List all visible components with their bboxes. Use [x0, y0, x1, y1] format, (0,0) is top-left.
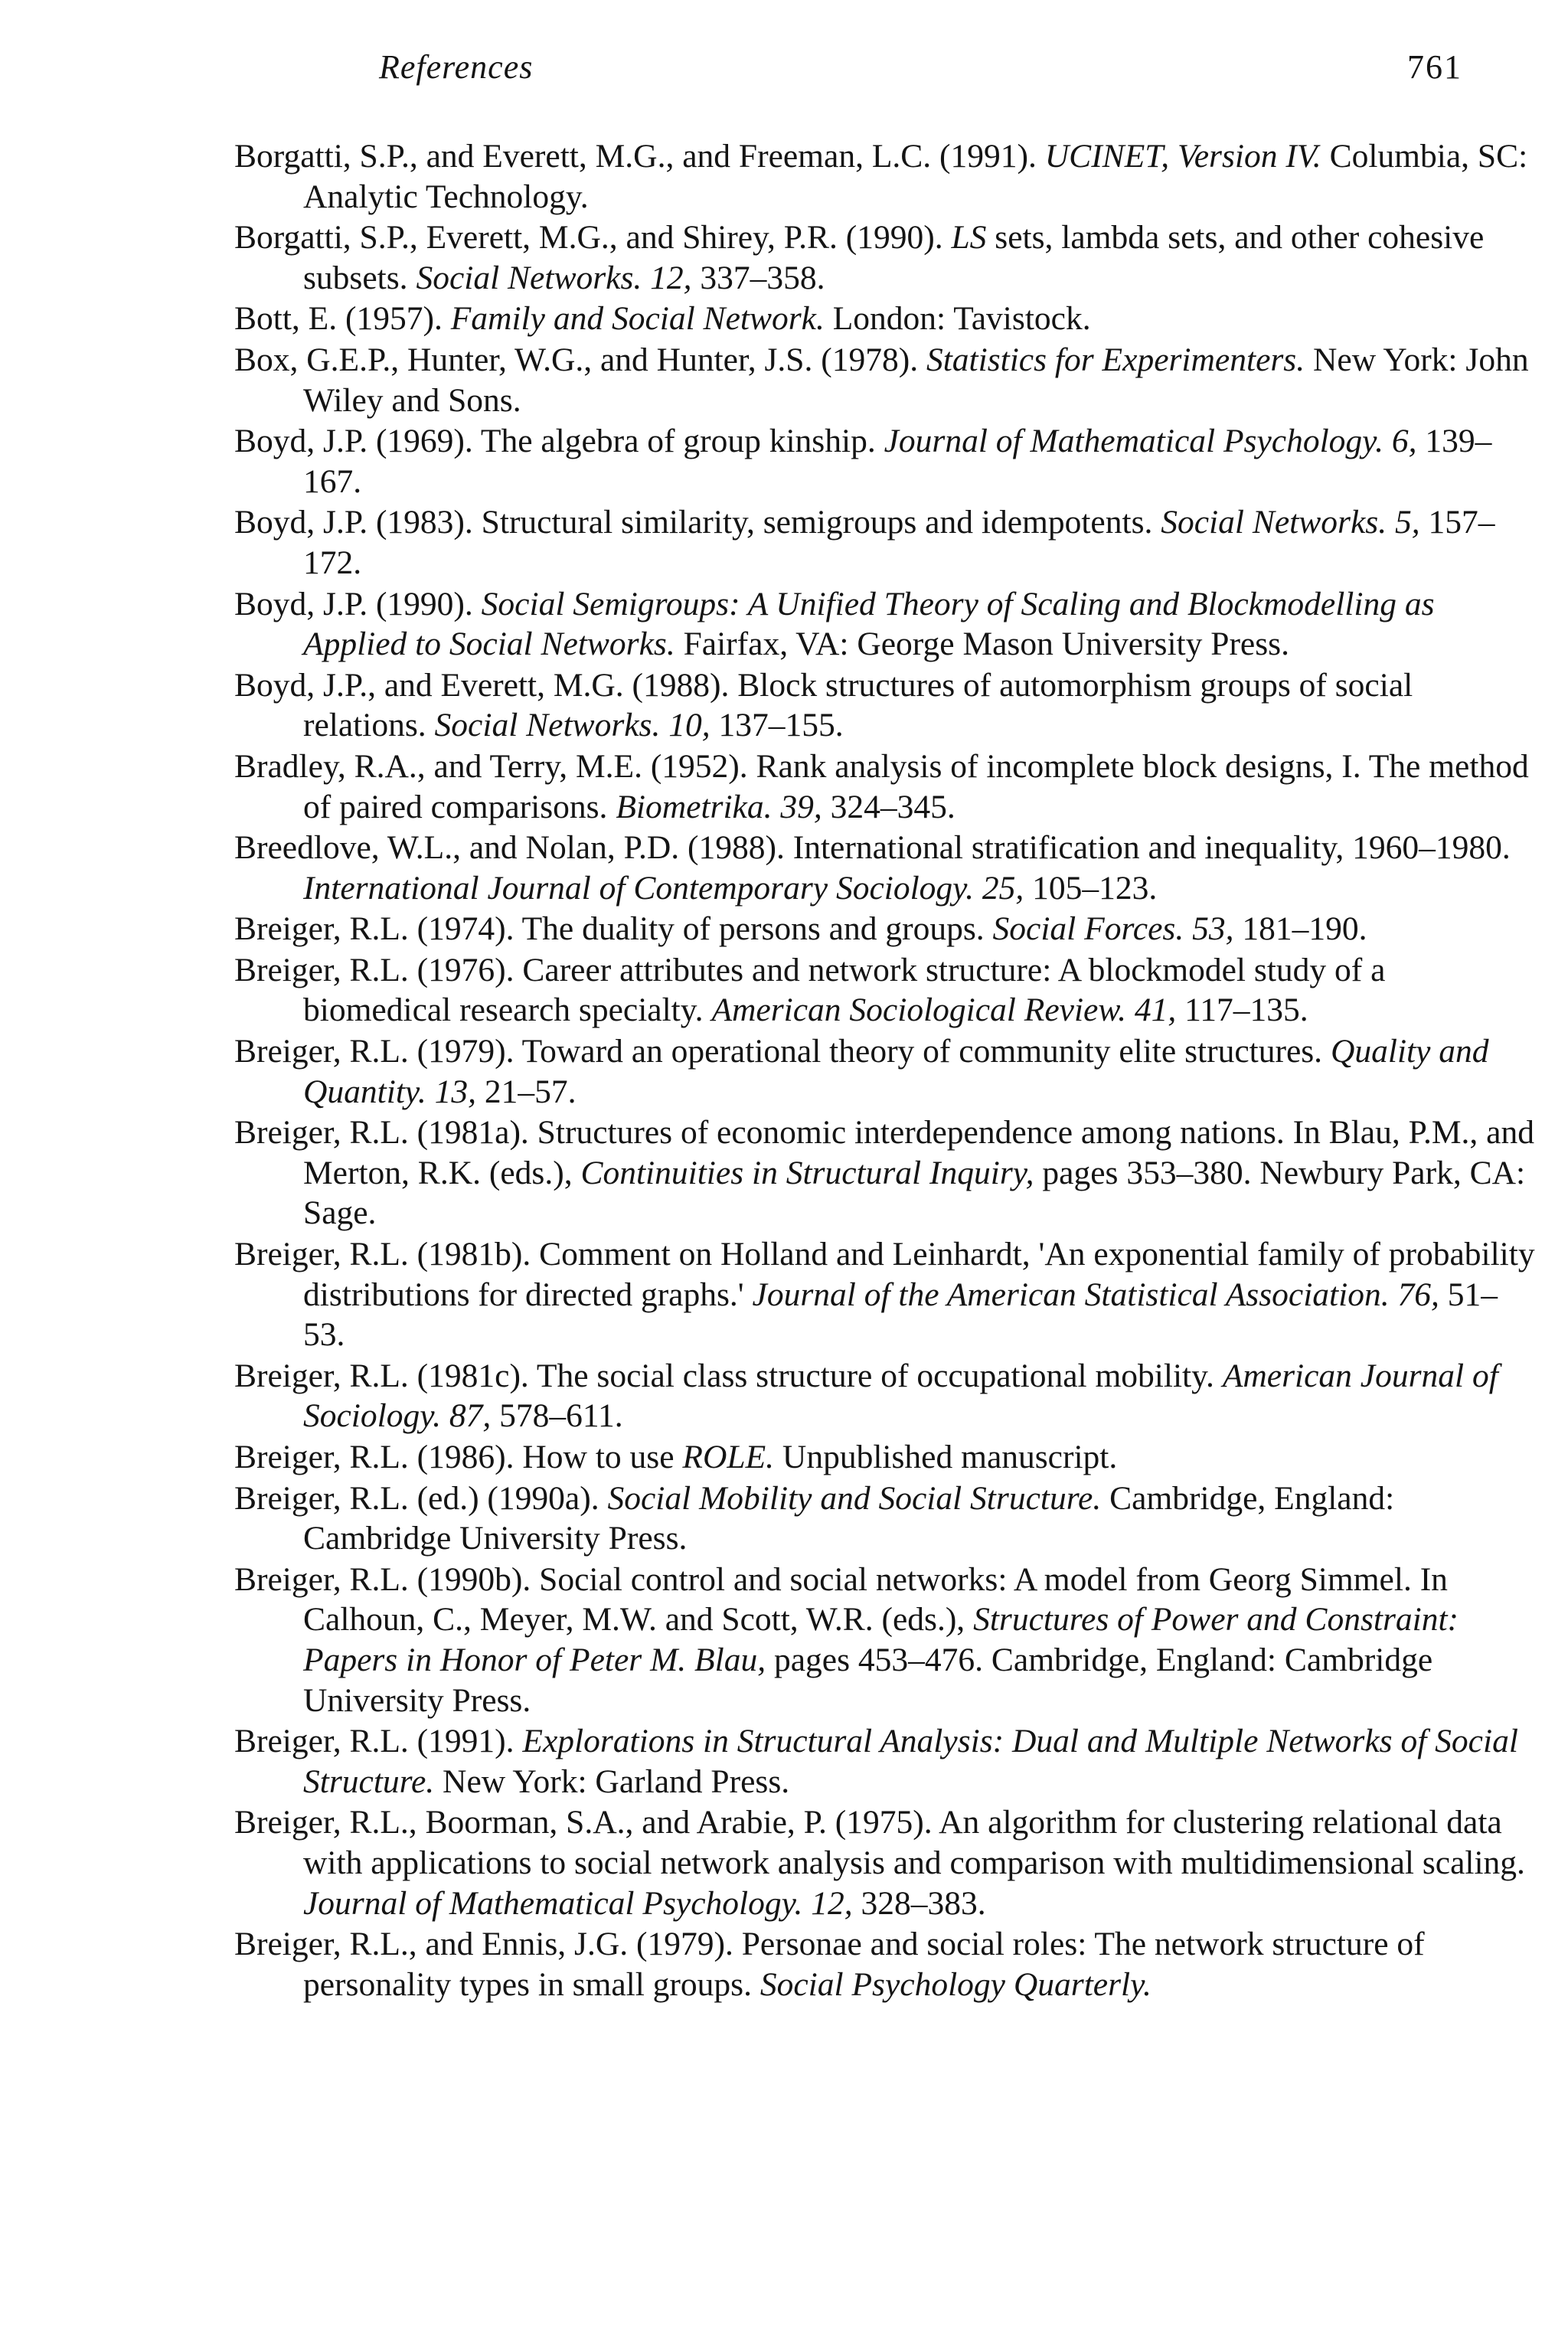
reference-text: Boyd, J.P. (1990).: [234, 585, 482, 622]
reference-entry: [234, 299, 1536, 339]
reference-entry: [234, 1478, 1536, 1559]
reference-title-italic: Explorations in Structural Analysis: Dual and Multiple Networks of Social Structure.: [303, 1723, 1518, 1800]
reference-entry: [234, 1721, 1536, 1802]
reference-text: Fairfax, VA: George Mason University Press.: [675, 626, 1289, 663]
reference-text: Breiger, R.L. (1991).: [234, 1723, 523, 1760]
reference-text: Breiger, R.L. (1981b). Comment on Holland and Leinhardt, 'An exponential family of probability distributions for directed graphs.': [234, 1236, 1535, 1313]
reference-title-italic: LS: [951, 219, 987, 256]
reference-text: Breiger, R.L. (1986). How to use: [234, 1439, 683, 1475]
reference-text: 105–123.: [1024, 869, 1158, 907]
reference-entry: [234, 1112, 1536, 1233]
reference-text: Breiger, R.L. (1981c). The social class structure of occupational mobility.: [234, 1357, 1223, 1394]
reference-entry: [234, 1924, 1536, 2004]
reference-title-italic: Journal of Mathematical Psychology. 12,: [303, 1884, 853, 1922]
reference-text: 139–167.: [303, 423, 1492, 500]
reference-text: Cambridge, England: Cambridge University Press.: [303, 1479, 1395, 1557]
reference-title-italic: Social Networks. 12,: [416, 259, 692, 296]
reference-title-italic: Family and Social Network.: [450, 300, 825, 338]
reference-text: Boyd, J.P. (1983). Structural similarity, semigroups and idempotents.: [234, 504, 1161, 541]
reference-entry: [234, 665, 1536, 746]
reference-text: Columbia, SC: Analytic Technology.: [303, 138, 1528, 215]
reference-list: [234, 136, 1536, 2004]
reference-text: 137–155.: [710, 707, 844, 744]
reference-text: Breiger, R.L. (1976). Career attributes and network structure: A blockmodel study of a biomedical research specialty.: [234, 951, 1386, 1029]
running-head: References: [379, 48, 534, 86]
reference-text: Borgatti, S.P., and Everett, M.G., and Freeman, L.C. (1991).: [234, 138, 1045, 175]
reference-entry: [234, 1560, 1536, 1720]
reference-title-italic: Structures of Power and Constraint: Papers in Honor of Peter M. Blau,: [303, 1601, 1459, 1678]
reference-entry: [234, 1356, 1536, 1436]
reference-entry: [234, 1437, 1536, 1478]
reference-text: 21–57.: [475, 1073, 577, 1110]
reference-entry: [234, 136, 1536, 217]
reference-text: Bott, E. (1957).: [234, 300, 451, 338]
reference-text: Breiger, R.L. (1981a). Structures of economic interdependence among nations. In Blau, P.M., and Merton, R.K. (eds.),: [234, 1114, 1534, 1191]
reference-text: 157–172.: [303, 504, 1495, 581]
reference-text: Breiger, R.L., Boorman, S.A., and Arabie, P. (1975). An algorithm for clustering relational data with applications to social network analysis and comparison with multidimensional scaling.: [234, 1804, 1525, 1881]
reference-text: Breiger, R.L., and Ennis, J.G. (1979). Personae and social roles: The network structure of personality types in small groups.: [234, 1926, 1425, 2003]
reference-text: Breedlove, W.L., and Nolan, P.D. (1988). International stratification and inequality, 1960–1980.: [234, 829, 1511, 867]
reference-title-italic: Social Networks. 10,: [434, 707, 710, 744]
reference-text: 337–358.: [691, 259, 825, 296]
reference-entry: [234, 584, 1536, 665]
reference-text: Box, G.E.P., Hunter, W.G., and Hunter, J.S. (1978).: [234, 341, 926, 378]
reference-title-italic: Journal of Mathematical Psychology. 6,: [884, 423, 1417, 460]
reference-entry: [234, 1234, 1536, 1355]
reference-title-italic: UCINET, Version IV.: [1044, 138, 1321, 175]
reference-text: 181–190.: [1233, 910, 1367, 948]
reference-entry: [234, 502, 1536, 583]
reference-entry: [234, 950, 1536, 1031]
reference-title-italic: Continuities in Structural Inquiry,: [580, 1154, 1034, 1191]
reference-text: 328–383.: [852, 1884, 986, 1922]
reference-title-italic: American Sociological Review. 41,: [711, 992, 1177, 1029]
reference-title-italic: Social Forces. 53,: [992, 910, 1234, 948]
reference-text: Unpublished manuscript.: [774, 1439, 1118, 1475]
reference-text: Borgatti, S.P., Everett, M.G., and Shirey, P.R. (1990).: [234, 219, 952, 256]
reference-title-italic: Journal of the American Statistical Association. 76,: [752, 1276, 1439, 1313]
reference-title-italic: Quality and Quantity. 13,: [303, 1033, 1489, 1110]
reference-text: Boyd, J.P. (1969). The algebra of group kinship.: [234, 423, 884, 460]
reference-entry: [234, 1031, 1536, 1112]
reference-entry: [234, 340, 1536, 420]
reference-text: 117–135.: [1176, 992, 1308, 1029]
reference-title-italic: Social Semigroups: A Unified Theory of Scaling and Blockmodelling as Applied to Social Networks.: [303, 585, 1435, 663]
reference-title-italic: Social Networks. 5,: [1161, 504, 1420, 541]
reference-title-italic: ROLE.: [682, 1439, 775, 1475]
reference-text: Breiger, R.L. (1990b). Social control and social networks: A model from Georg Simmel. In Calhoun, C., Meyer, M.W. and Scott, W.R. (eds.),: [234, 1560, 1448, 1638]
reference-text: Breiger, R.L. (1979). Toward an operational theory of community elite structures.: [234, 1033, 1331, 1070]
reference-text: London: Tavistock.: [824, 300, 1091, 338]
reference-entry: [234, 1802, 1536, 1923]
reference-text: Boyd, J.P., and Everett, M.G. (1988). Block structures of automorphism groups of social relations.: [234, 666, 1413, 744]
reference-entry: [234, 217, 1536, 298]
reference-text: sets, lambda sets, and other cohesive subsets.: [303, 219, 1485, 296]
reference-entry: [234, 421, 1536, 502]
reference-text: New York: Garland Press.: [434, 1763, 790, 1800]
reference-text: Bradley, R.A., and Terry, M.E. (1952). Rank analysis of incomplete block designs, I. The method of paired comparisons.: [234, 747, 1529, 825]
page-number: 761: [1407, 48, 1462, 86]
reference-title-italic: International Journal of Contemporary Sociology. 25,: [303, 869, 1024, 907]
reference-text: 51–53.: [303, 1276, 1498, 1354]
reference-text: Breiger, R.L. (ed.) (1990a).: [234, 1479, 608, 1517]
reference-text: Breiger, R.L. (1974). The duality of persons and groups.: [234, 910, 993, 948]
reference-title-italic: Social Mobility and Social Structure.: [607, 1479, 1102, 1517]
reference-title-italic: American Journal of Sociology. 87,: [303, 1357, 1498, 1435]
reference-text: 324–345.: [822, 788, 956, 825]
reference-title-italic: Biometrika. 39,: [616, 788, 822, 825]
reference-entry: [234, 747, 1536, 827]
reference-entry: [234, 828, 1536, 908]
reference-entry: [234, 909, 1536, 949]
reference-text: New York: John Wiley and Sons.: [303, 341, 1529, 419]
reference-text: pages 453–476. Cambridge, England: Cambridge University Press.: [303, 1641, 1433, 1719]
reference-title-italic: Statistics for Experimenters.: [926, 341, 1305, 378]
reference-text: 578–611.: [491, 1397, 623, 1435]
reference-title-italic: Social Psychology Quarterly.: [760, 1965, 1152, 2003]
reference-text: pages 353–380. Newbury Park, CA: Sage.: [303, 1154, 1526, 1232]
